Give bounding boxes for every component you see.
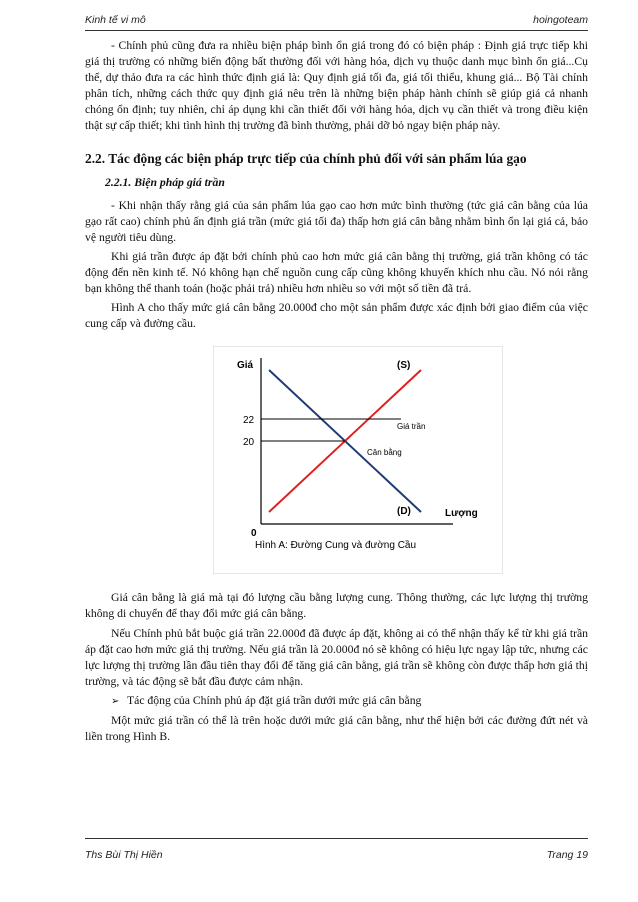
supply-demand-chart: [213, 346, 503, 574]
series-label-demand: (D): [397, 506, 411, 518]
subsection-title: 2.2.1. Biện pháp giá trần: [105, 175, 225, 189]
page-header: [85, 14, 588, 26]
body-paragraph: Khi giá trần được áp đặt bởi chính phủ cao hơn mức giá cân bằng thị trường, giá trần không có tác động đến nền kinh tế. Nó không hạn chế nguồn cung cấp cũng không khuyến khích nhu cầu. Nó nói rằng bạn không thể thanh toán (hoặc phải trả) nhiều hơn nhiều so với một số tiền đã trả.: [85, 249, 588, 296]
footer-divider: [85, 838, 588, 839]
body-paragraph: Hình A cho thấy mức giá cân bằng 20.000đ cho một sản phẩm được xác định bởi giao điểm của việc cung cấp và đường cầu.: [85, 301, 588, 331]
figure-caption: Hình A: Đường Cung và đường Cầu: [255, 540, 417, 552]
body-paragraph: Nếu Chính phủ bắt buộc giá trần 22.000đ đã được áp đặt, không ai có thể nhận thấy kể từ khi giá trần áp đặt cao hơn mức giá thị trường. Nếu giá trần là 20.000đ nó sẽ không có hiệu lực ngay lập tức, nhưng các lực lượng thị trường lần đầu tiên thay đổi để tăng giá cân bằng, giá trần sẽ không còn được thấp hơn giá thị trường, và tác động sẽ bắt đầu được cảm nhận.: [85, 626, 588, 688]
intro-paragraph: - Chính phủ cũng đưa ra nhiều biện pháp bình ổn giá trong đó có biện pháp : Định giá trực tiếp khi giá thị trường có những biến động bất thường đối với hàng hóa, dịch vụ thuộc danh mục bình ổn giá...Cụ thể, dự thảo đưa ra các hình thức định giá là: Quy định giá tối đa, giá tối thiểu, khung giá... Bộ Tài chính phân tích, những cách thức quy định giá nêu trên là những biện pháp hành chính sẽ giúp giá cả nhanh chóng ổn định; tuy nhiên, chỉ áp dụng khi cần thiết đối với hàng hóa, dịch vụ cần thiết và trong điều kiện thật sự cấp thiết; khi tình hình thị trường đã bình thường, phải dỡ bỏ ngay biện pháp này.: [85, 39, 588, 133]
series-label-supply: (S): [397, 360, 411, 372]
page-footer: [85, 849, 588, 861]
equilibrium-label: Cân bằng: [367, 448, 402, 458]
header-left-text: Kinh tế vi mô: [85, 14, 146, 26]
body-paragraph: - Khi nhận thấy rằng giá của sản phẩm lúa gạo cao hơn mức bình thường (tức giá cân bằng của lúa gạo rất cao) chính phủ ấn định giá trần (mức giá tối đa) thấp hơn giá cân bằng nhằm bình ổn lại giá cả, bảo vệ người tiêu dùng.: [85, 198, 588, 244]
y-axis-label: Giá: [237, 360, 254, 372]
page-content: [85, 38, 588, 745]
footer-left-text: Ths Bùi Thị Hiền: [85, 849, 163, 861]
y-tick-label: 22: [243, 415, 255, 427]
x-axis-label: Lượng: [445, 508, 478, 520]
body-paragraph: Giá cân bằng là giá mà tại đó lượng cầu bằng lượng cung. Thông thường, các lực lượng thị trường không di chuyển để thay đổi mức giá cân bằng.: [85, 591, 588, 621]
body-paragraph: Một mức giá trần có thể là trên hoặc dưới mức giá cân bằng, như thể hiện bởi các đường đứt nét và liền trong Hình B.: [85, 713, 588, 744]
origin-label: 0: [251, 528, 257, 540]
bullet-text: Tác động của Chính phủ áp đặt giá trần dưới mức giá cân bằng: [127, 693, 422, 707]
bullet-item: [85, 693, 588, 710]
section-title: 2.2. Tác động các biện pháp trực tiếp của chính phủ đối với sản phẩm lúa gạo: [85, 150, 527, 166]
y-tick-label: 20: [243, 437, 255, 449]
header-right-text: hoingoteam: [533, 14, 588, 26]
footer-right-text: Trang 19: [546, 849, 588, 861]
price-ceiling-label: Giá trần: [397, 422, 426, 432]
supply-demand-figure: [213, 346, 503, 574]
header-divider: [85, 30, 588, 31]
arrow-bullet-icon: ➢: [111, 695, 120, 707]
